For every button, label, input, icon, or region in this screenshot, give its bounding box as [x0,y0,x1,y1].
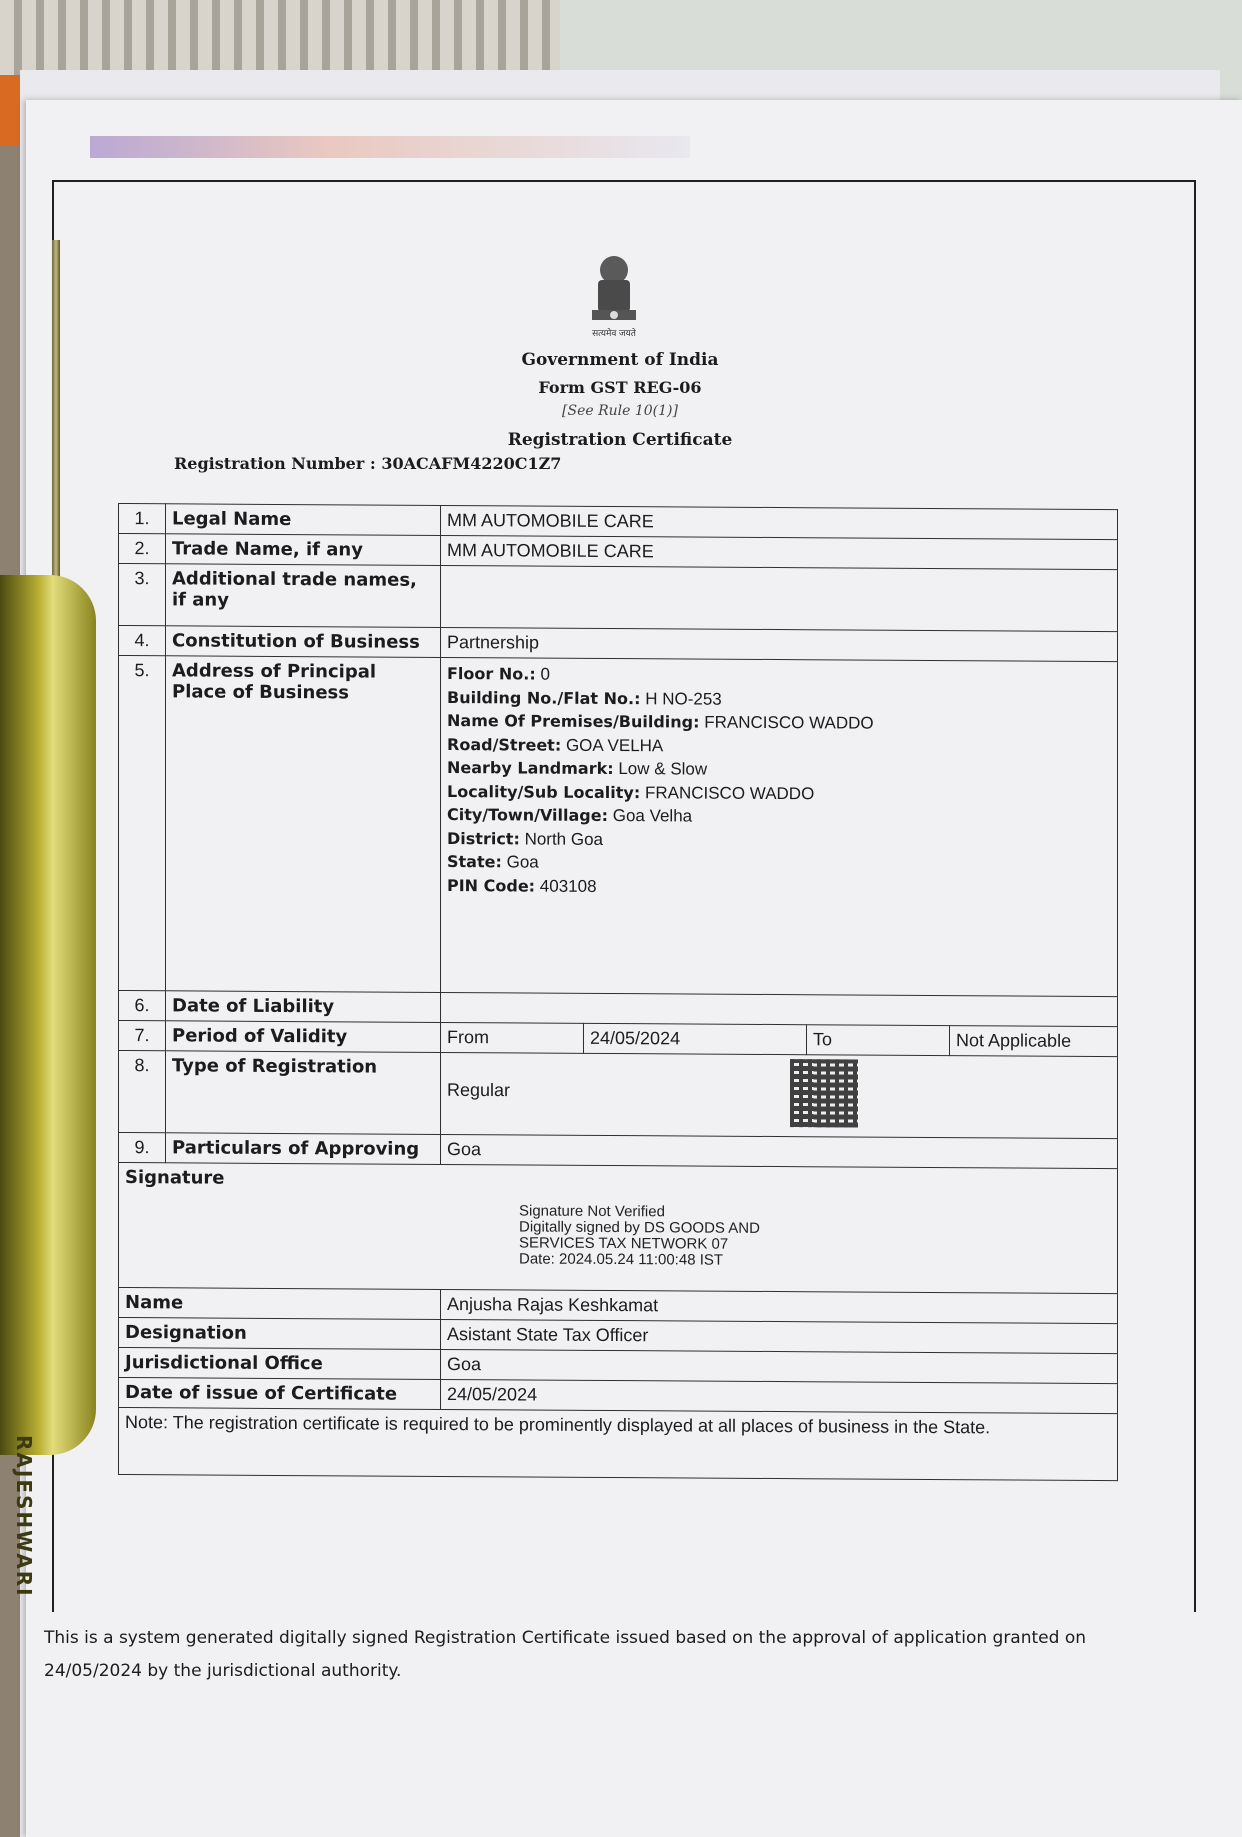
signature-signed-by: Digitally signed by DS GOODS AND [519,1218,760,1237]
additional-trade-names-label: Additional trade names, if any [166,564,441,628]
address-pin: PIN Code: 403108 [447,875,597,896]
row-number: 2. [119,534,166,564]
legal-name-value: MM AUTOMOBILE CARE [441,505,1118,539]
validity-to-label: To [807,1025,950,1056]
officer-name-label: Name [119,1288,441,1320]
validity-label: Period of Validity [166,1021,441,1053]
signature-label: Signature [125,1167,225,1189]
registration-number: Registration Number : 30ACAFM4220C1Z7 [174,454,562,473]
address-label: Address of Principal Place of Business [166,656,441,993]
emblem-motto: सत्यमेव जयते [592,328,636,338]
signature-authority: SERVICES TAX NETWORK 07 [519,1234,729,1253]
form-name: Form GST REG-06 [538,378,702,397]
issue-date-label: Date of issue of Certificate [119,1378,441,1410]
validity-from-label: From [441,1022,584,1053]
signature-date: Date: 2024.05.24 11:00:48 IST [519,1250,724,1269]
jurisdictional-office-label: Jurisdictional Office [119,1348,441,1380]
paper-ribbon [90,136,690,158]
table-row [119,564,1118,632]
row-number: 1. [119,504,166,534]
designation-label: Designation [119,1318,441,1350]
footer-statement: This is a system generated digitally signed Registration Certificate issued based on the approval of application granted on 24/05/2024 by the jurisdictional authority. [44,1628,1086,1681]
table-row [119,656,1118,997]
address-locality: Locality/Sub Locality: FRANCISCO WADDO [447,781,815,803]
registration-type-value: Regular [441,1052,1118,1138]
government-heading: Government of India [521,350,719,370]
address-city: City/Town/Village: Goa Velha [447,805,693,826]
address-district: District: North Goa [447,828,603,849]
certificate-table [118,503,1118,1481]
additional-trade-names-value [441,565,1118,631]
legal-name-label: Legal Name [166,504,441,536]
validity-to-value: Not Applicable [950,1026,1118,1057]
trade-name-value: MM AUTOMOBILE CARE [441,535,1118,569]
binder-brand: RAJESHWARI [12,1435,36,1598]
designation-value: Asistant State Tax Officer [441,1319,1118,1353]
signature-cell [119,1163,1118,1294]
table-row [119,1163,1118,1294]
address-premises: Name Of Premises/Building: FRANCISCO WADDO [447,711,874,733]
rule-reference: [See Rule 10(1)] [562,403,678,419]
registration-type-label: Type of Registration [166,1051,441,1135]
approving-particulars-value: Goa [441,1134,1118,1168]
approving-particulars-label: Particulars of Approving [166,1133,441,1165]
row-number: 9. [119,1133,166,1163]
officer-name-value: Anjusha Rajas Keshkamat [441,1289,1118,1323]
row-number: 6. [119,991,166,1021]
digital-signature-block [519,1203,760,1268]
liability-date-label: Date of Liability [166,991,441,1023]
validity-from-date: 24/05/2024 [584,1023,807,1054]
liability-date-value [441,992,1118,1026]
certificate-title: Registration Certificate [507,430,733,450]
trade-name-label: Trade Name, if any [166,534,441,566]
address-value [441,657,1118,996]
address-building: Building No./Flat No.: H NO-253 [447,687,722,709]
table-row [119,1051,1118,1139]
constitution-label: Constitution of Business [166,626,441,658]
issue-date-value: 24/05/2024 [441,1379,1118,1413]
display-note: Note: The registration certificate is required to be prominently displayed at all places of business in the State. [119,1408,1118,1481]
table-row [119,1408,1118,1481]
qr-code [790,1059,858,1127]
address-road: Road/Street: GOA VELHA [447,734,664,755]
row-number: 3. [119,564,166,626]
binder-clip [0,575,96,1598]
row-number: 7. [119,1021,166,1051]
row-number: 4. [119,626,166,656]
national-emblem-icon [584,250,644,328]
row-number: 5. [119,656,166,991]
signature-status: Signature Not Verified [519,1202,665,1221]
row-number: 8. [119,1051,166,1133]
address-landmark: Nearby Landmark: Low & Slow [447,758,708,779]
address-state: State: Goa [447,852,539,872]
address-floor: Floor No.: 0 [447,664,550,684]
jurisdictional-office-value: Goa [441,1349,1118,1383]
constitution-value: Partnership [441,627,1118,661]
